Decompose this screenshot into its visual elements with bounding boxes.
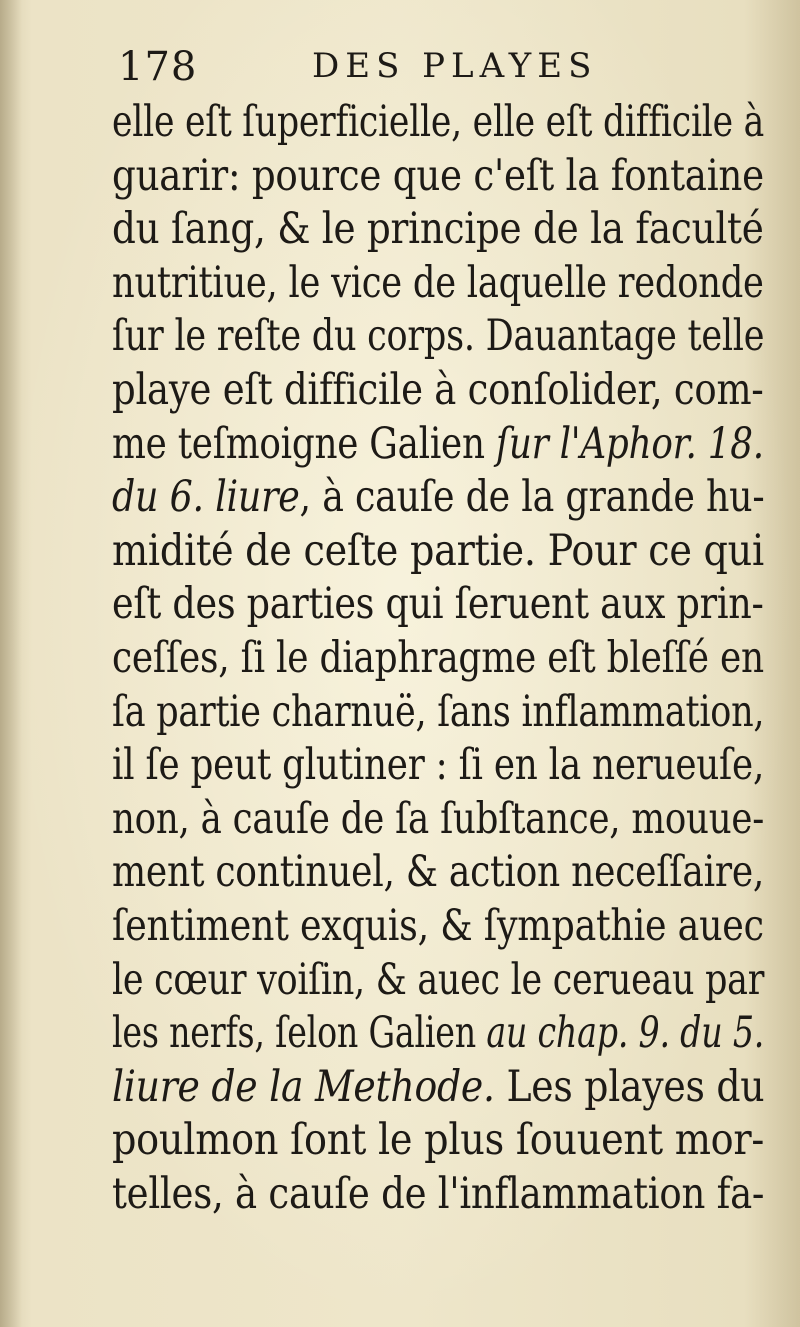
citation-italic: ſur l'Aphor. 18. [495, 418, 764, 469]
running-head: DES PLAYES [312, 46, 598, 86]
text-line: me teſmoigne Galien ſur l'Aphor. 18. [112, 418, 764, 469]
text-line: ſentiment exquis, & ſympathie auec [112, 900, 764, 951]
text-line: eſt des parties qui ſeruent aux prin- [112, 579, 764, 630]
text-line: liure de la Methode. Les playes du [112, 1061, 765, 1112]
text-line: du 6. liure, à cauſe de la grande hu- [112, 472, 765, 523]
text-line: guarir: pource que c'eſt la fontaine [112, 150, 764, 201]
binding-shadow [0, 0, 22, 1327]
text-line: du ſang, & le principe de la faculté [112, 204, 764, 255]
text-line: les nerfs, ſelon Galien au chap. 9. du 5. [112, 1008, 765, 1059]
text-line: poulmon ſont le plus ſouuent mor- [112, 1115, 765, 1166]
text-line: midité de ceſte partie. Pour ce qui [112, 525, 764, 576]
citation-italic: liure de la Methode. [112, 1061, 495, 1112]
text-line: ſa partie charnuë, ſans inflammation, [112, 686, 765, 737]
page-header [112, 44, 672, 94]
text-line: nutritiue, le vice de laquelle redonde [112, 257, 764, 308]
text-line: ſur le reſte du corps. Dauantage telle [112, 311, 765, 362]
text-line: non, à cauſe de ſa ſubſtance, mouue- [112, 793, 764, 844]
citation-italic: au chap. 9. du 5. [486, 1008, 765, 1059]
text-line: playe eſt difficile à conſolider, com- [112, 364, 764, 415]
text-line: le cœur voiſin, & auec le cerueau par [112, 954, 765, 1005]
text-line: ceſſes, ſi le diaphragme eſt bleſſé en [112, 632, 764, 683]
text-line: elle eſt ſuperficielle, elle eſt difficile à [112, 97, 765, 147]
text-line: ment continuel, & action neceſſaire, [112, 847, 765, 898]
text-line: telles, à cauſe de l'inflammation fa- [112, 1168, 765, 1219]
page-number: 178 [118, 44, 198, 90]
citation-italic: du 6. liure [112, 472, 300, 523]
text-line: il ſe peut glutiner : ſi en la nerueuſe, [112, 740, 765, 791]
body-text [112, 96, 772, 1221]
